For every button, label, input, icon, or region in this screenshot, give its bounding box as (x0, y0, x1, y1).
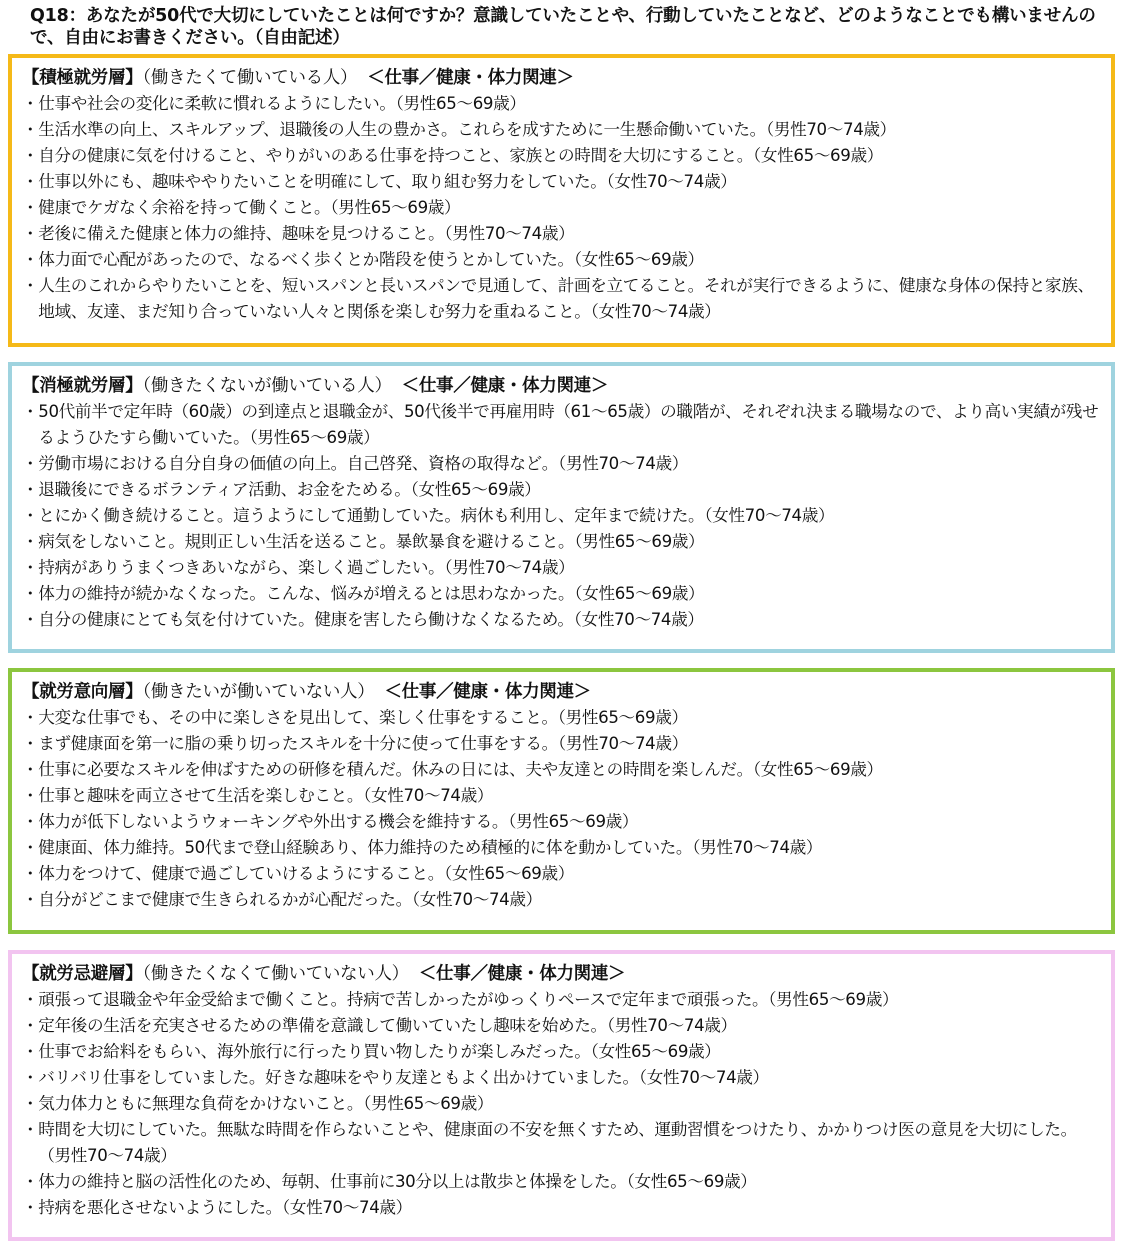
bullet-mark: ・ (22, 990, 39, 1009)
response-item (22, 731, 1101, 757)
bullet-mark: ・ (22, 708, 39, 727)
section-box-passive (8, 362, 1115, 653)
response-item (22, 809, 1101, 835)
section-box-active (8, 54, 1115, 347)
response-item (22, 169, 1101, 195)
response-list (22, 91, 1101, 325)
response-text: 体力が低下しないようウォーキングや外出する機会を維持する。（男性65～69歳） (38, 812, 639, 831)
response-item (22, 1065, 1101, 1091)
bullet-mark: ・ (22, 838, 39, 857)
bullet-mark: ・ (22, 532, 39, 551)
response-item (22, 143, 1101, 169)
bullet-mark: ・ (22, 506, 39, 525)
response-item (22, 1013, 1101, 1039)
section-layer-description: （働きたくなくて働いていない人） (142, 964, 409, 984)
response-text: 健康でケガなく余裕を持って働くこと。（男性65～69歳） (38, 198, 461, 217)
question-heading: Q18：あなたが50代で大切にしていたことは何ですか？意識していたことや、行動していたことなど、どのようなことでも構いませんので、自由にお書きください。（自由記述） (30, 6, 1096, 48)
bullet-mark: ・ (22, 402, 39, 421)
response-text: 体力の維持が続かなくなった。こんな、悩みが増えるとは思わなかった。（女性65～69歳） (38, 584, 705, 603)
response-item (22, 221, 1101, 247)
response-item (22, 1039, 1101, 1065)
response-text: 仕事でお給料をもらい、海外旅行に行ったり買い物したりが楽しみだった。（女性65～69歳） (38, 1042, 721, 1061)
response-text: 持病を悪化させないようにした。（女性70～74歳） (38, 1198, 412, 1217)
response-item (22, 273, 1101, 325)
response-text: 体力をつけて、健康で過ごしていけるようにすること。（女性65～69歳） (38, 864, 575, 883)
response-text: 仕事と趣味を両立させて生活を楽しむこと。（女性70～74歳） (38, 786, 494, 805)
section-topic: ＜仕事／健康・体力関連＞ (384, 682, 591, 702)
response-item (22, 451, 1101, 477)
bullet-mark: ・ (22, 454, 39, 473)
response-item (22, 607, 1101, 633)
response-item (22, 1169, 1101, 1195)
bullet-mark: ・ (22, 558, 39, 577)
response-text: 仕事に必要なスキルを伸ばすための研修を積んだ。休みの日には、夫や友達との時間を楽しんだ。（女性65～69歳） (38, 760, 883, 779)
response-text: 体力の維持と脳の活性化のため、毎朝、仕事前に30分以上は散歩と体操をした。（女性65～69歳） (38, 1172, 757, 1191)
response-text: 人生のこれからやりたいことを、短いスパンと長いスパンで見通して、計画を立てること。それが実行できるように、健康な身体の保持と家族、地域、友達、まだ知り合っていない人々と関係を楽しむ努力を重ねること。（女性70～74歳） (38, 276, 1094, 321)
response-item (22, 399, 1101, 451)
bullet-mark: ・ (22, 146, 39, 165)
response-text: 生活水準の向上、スキルアップ、退職後の人生の豊かさ。これらを成すために一生懸命働いていた。（男性70～74歳） (38, 120, 896, 139)
section-layer-name: 【積極就労層】 (22, 68, 143, 88)
response-text: 気力体力ともに無理な負荷をかけないこと。（男性65～69歳） (38, 1094, 494, 1113)
response-text: 労働市場における自分自身の価値の向上。自己啓発、資格の取得など。（男性70～74歳） (38, 454, 689, 473)
section-layer-name: 【就労意向層】 (22, 682, 143, 702)
response-text: 定年後の生活を充実させるための準備を意識して働いていたし趣味を始めた。（男性70～74歳） (38, 1016, 737, 1035)
response-text: 持病がありうまくつきあいながら、楽しく過ごしたい。（男性70～74歳） (38, 558, 575, 577)
section-layer-name: 【消極就労層】 (22, 376, 143, 396)
bullet-mark: ・ (22, 812, 39, 831)
response-item (22, 783, 1101, 809)
section-layer-description: （働きたいが働いていない人） (142, 682, 375, 702)
section-title (22, 961, 1101, 987)
bullet-mark: ・ (22, 584, 39, 603)
section-layer-description: （働きたくて働いている人） (142, 68, 358, 88)
response-item (22, 705, 1101, 731)
bullet-mark: ・ (22, 224, 39, 243)
section-topic: ＜仕事／健康・体力関連＞ (401, 376, 609, 396)
bullet-mark: ・ (22, 610, 39, 629)
bullet-mark: ・ (22, 1016, 39, 1035)
response-text: 時間を大切にしていた。無駄な時間を作らないことや、健康面の不安を無くすため、運動習慣をつけたり、かかりつけ医の意見を大切にした。（男性70～74歳） (38, 1120, 1077, 1165)
response-text: 50代前半で定年時（60歳）の到達点と退職金が、50代後半で再雇用時（61～65歳）の職階が、それぞれ決まる職場なので、より高い実績が残せるようひたすら働いていた。（男性65～69歳） (38, 402, 1099, 447)
bullet-mark: ・ (22, 1120, 39, 1139)
response-item (22, 987, 1101, 1013)
response-item (22, 247, 1101, 273)
bullet-mark: ・ (22, 760, 39, 779)
response-item (22, 195, 1101, 221)
response-text: 退職後にできるボランティア活動、お金をためる。（女性65～69歳） (38, 480, 541, 499)
bullet-mark: ・ (22, 1198, 39, 1217)
response-item (22, 1117, 1101, 1169)
bullet-mark: ・ (22, 172, 39, 191)
response-text: 大変な仕事でも、その中に楽しさを見出して、楽しく仕事をすること。（男性65～69歳） (38, 708, 688, 727)
response-text: まず健康面を第一に脂の乗り切ったスキルを十分に使って仕事をする。（男性70～74歳） (38, 734, 688, 753)
response-text: 仕事以外にも、趣味ややりたいことを明確にして、取り組む努力をしていた。（女性70～74歳） (38, 172, 737, 191)
section-box-willing (8, 668, 1115, 934)
section-title (22, 373, 1101, 399)
response-text: バリバリ仕事をしていました。好きな趣味をやり友達ともよく出かけていました。（女性70～74歳） (38, 1068, 769, 1087)
response-text: 自分の健康にとても気を付けていた。健康を害したら働けなくなるため。（女性70～74歳） (38, 610, 704, 629)
section-title (22, 65, 1101, 91)
response-list (22, 705, 1101, 913)
bullet-mark: ・ (22, 1068, 39, 1087)
section-layer-description: （働きたくないが働いている人） (142, 376, 392, 396)
response-item (22, 91, 1101, 117)
response-list (22, 399, 1101, 633)
response-item (22, 887, 1101, 913)
response-item (22, 529, 1101, 555)
bullet-mark: ・ (22, 864, 39, 883)
response-text: 自分の健康に気を付けること、やりがいのある仕事を持つこと、家族との時間を大切にすること。（女性65～69歳） (38, 146, 883, 165)
section-box-avoidant (8, 950, 1115, 1241)
response-item (22, 581, 1101, 607)
section-topic: ＜仕事／健康・体力関連＞ (367, 68, 574, 88)
response-text: 老後に備えた健康と体力の維持、趣味を見つけること。（男性70～74歳） (38, 224, 575, 243)
response-item (22, 1091, 1101, 1117)
response-item (22, 555, 1101, 581)
section-title (22, 679, 1101, 705)
bullet-mark: ・ (22, 890, 39, 909)
response-text: 体力面で心配があったので、なるべく歩くとか階段を使うとかしていた。（女性65～69歳） (38, 250, 704, 269)
bullet-mark: ・ (22, 734, 39, 753)
response-item (22, 835, 1101, 861)
bullet-mark: ・ (22, 120, 39, 139)
response-item (22, 477, 1101, 503)
response-item (22, 861, 1101, 887)
response-text: 頑張って退職金や年金受給まで働くこと。持病で苦しかったがゆっくりペースで定年まで頑張った。（男性65～69歳） (38, 990, 899, 1009)
response-text: 健康面、体力維持。50代まで登山経験あり、体力維持のため積極的に体を動かしていた。（男性70～74歳） (38, 838, 823, 857)
bullet-mark: ・ (22, 94, 39, 113)
response-item (22, 503, 1101, 529)
section-topic: ＜仕事／健康・体力関連＞ (418, 964, 626, 984)
bullet-mark: ・ (22, 1172, 39, 1191)
response-text: とにかく働き続けること。這うようにして通勤していた。病休も利用し、定年まで続けた。（女性70～74歳） (38, 506, 835, 525)
bullet-mark: ・ (22, 786, 39, 805)
response-item (22, 757, 1101, 783)
bullet-mark: ・ (22, 480, 39, 499)
response-item (22, 1195, 1101, 1221)
bullet-mark: ・ (22, 276, 39, 295)
bullet-mark: ・ (22, 1094, 39, 1113)
bullet-mark: ・ (22, 1042, 39, 1061)
response-list (22, 987, 1101, 1221)
response-item (22, 117, 1101, 143)
bullet-mark: ・ (22, 198, 39, 217)
response-text: 自分がどこまで健康で生きられるかが心配だった。（女性70～74歳） (38, 890, 542, 909)
section-layer-name: 【就労忌避層】 (22, 964, 143, 984)
response-text: 仕事や社会の変化に柔軟に慣れるようにしたい。（男性65～69歳） (38, 94, 526, 113)
response-text: 病気をしないこと。規則正しい生活を送ること。暴飲暴食を避けること。（男性65～69歳） (38, 532, 705, 551)
bullet-mark: ・ (22, 250, 39, 269)
